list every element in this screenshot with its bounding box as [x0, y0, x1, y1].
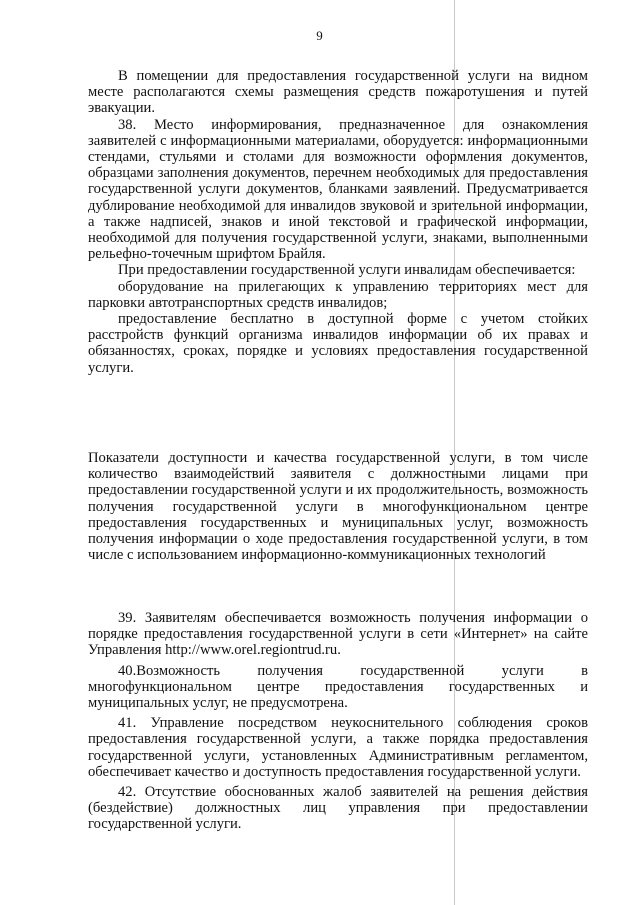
- paragraph-evacuation-schemes: В помещении для предоставления государственной услуги на видном месте располагаются схемы размещения средств пожаротушения и путей эвакуации.: [88, 68, 588, 117]
- section-heading-block: [88, 450, 588, 563]
- paragraph-38-information-place: 38. Место информирования, предназначенное для ознакомления заявителей с информационными материалами, оборудуется: информационными стендами, стульями и столами для возможности оформления документов, образцами заполнения документов, перечнем необходимых для предоставления государственной услуги документов, бланками заявлений. Предусматривается дублирование необходимой для инвалидов звуковой и зрительной информации, а также надписей, знаков и иной текстовой и графической информации, необходимой для получения государственной услуги, знаками, выполненными рельефно-точечным шрифтом Брайля.: [88, 116, 588, 263]
- paragraph-42: 42. Отсутствие обоснованных жалоб заявителей на решения действия (бездействие) должностных лиц управления при предоставлении государственной услуги.: [88, 784, 588, 833]
- paragraph-free-information: предоставление бесплатно в доступной форме с учетом стойких расстройств функций организма инвалидов информации об их правах и обязанностях, сроках, порядке и условиях предоставления государственной услуги.: [88, 311, 588, 376]
- paragraph-39: 39. Заявителям обеспечивается возможность получения информации о порядке предоставления государственной услуги в сети «Интернет» на сайте Управления http://www.orel.regiontrud.ru.: [88, 610, 588, 659]
- paragraphs-after-section: [88, 610, 588, 833]
- paragraph-40: 40.Возможность получения государственной услуги в многофункциональном центре предоставления государственных и муниципальных услуг, не предусмотрена.: [88, 662, 588, 712]
- section-heading: Показатели доступности и качества государственной услуги, в том числе количество взаимодействий заявителя с должностными лицами при предоставлении государственной услуги и их продолжительность, возможность получения государственной услуги в многофункциональном центре предоставления государственных и муниципальных услуг, возможность получения информации о ходе предоставления государственной услуги, в том числе с использованием информационно-коммуникационных технологий: [88, 450, 588, 564]
- paragraph-disabled-provision-intro: При предоставлении государственной услуги инвалидам обеспечивается:: [118, 262, 576, 279]
- page-number: 9: [316, 28, 323, 43]
- paragraphs-section: [88, 68, 588, 376]
- paragraph-41: 41. Управление посредством неукоснительного соблюдения сроков предоставления государственной услуги, а также порядка предоставления государственной услуги, установленных Административным регламентом, обеспечивает качество и доступность предоставления государственной услуги.: [88, 715, 588, 780]
- paragraph-parking: оборудование на прилегающих к управлению территориях мест для парковки автотранспортных средств инвалидов;: [88, 278, 588, 311]
